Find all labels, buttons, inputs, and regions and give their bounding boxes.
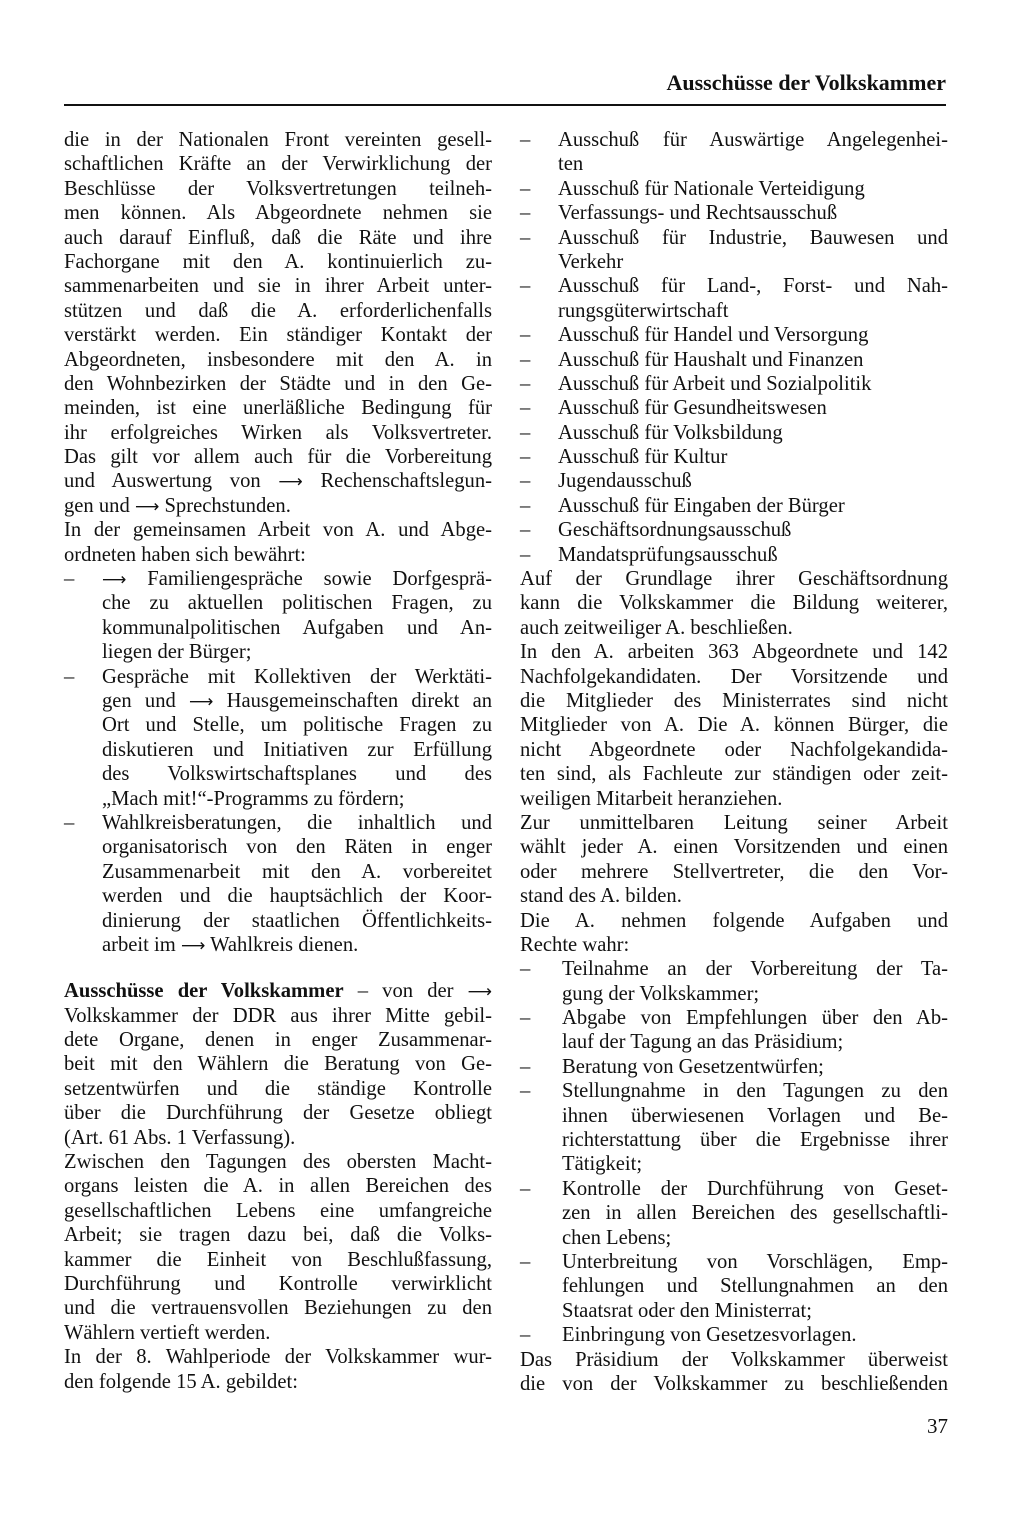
list-item bbox=[64, 811, 492, 957]
committee-item bbox=[520, 348, 948, 372]
text-line: auch darauf Einfluß, daß die Räte und ihre bbox=[64, 226, 492, 249]
dash-bullet: – bbox=[520, 446, 531, 469]
dash-bullet: – bbox=[520, 1324, 531, 1347]
dash-bullet: – bbox=[520, 1007, 531, 1030]
cross-reference-arrow-icon[interactable]: ⟶ bbox=[467, 982, 492, 1003]
task-item bbox=[520, 1250, 948, 1323]
text-line: In der 8. Wahlperiode der Volkskammer wur- bbox=[64, 1346, 492, 1369]
cross-reference-link[interactable]: Sprechstunden. bbox=[164, 494, 291, 517]
text-fragment: arbeit im bbox=[102, 933, 176, 956]
dash-bullet: – bbox=[520, 397, 531, 420]
text-line: Zusammenarbeit mit den A. vorbereitet bbox=[102, 860, 492, 883]
cross-reference-link[interactable]: Wahlkreis dienen. bbox=[210, 933, 359, 956]
text-line: die von der Volkskammer zu beschließenden bbox=[520, 1372, 948, 1395]
right-column bbox=[520, 128, 948, 1396]
text-line: Mitglieder von A. Die A. können Bürger, die bbox=[520, 714, 948, 737]
text-line: des Volkswirtschaftsplanes und des bbox=[102, 763, 492, 786]
text-line: stützen und daß die A. erforderlichenfalls bbox=[64, 299, 492, 322]
left-column bbox=[64, 128, 492, 1394]
text-line: Zwischen den Tagungen des obersten Macht- bbox=[64, 1151, 492, 1174]
text-line: ten bbox=[558, 153, 584, 176]
text-line: auch zeitweiliger A. beschließen. bbox=[520, 616, 793, 639]
text-line: gesellschaftlichen Lebens eine umfangreiche bbox=[64, 1199, 492, 1222]
text-line: Ort und Stelle, um politische Fragen zu bbox=[102, 714, 492, 737]
text-line: organs leisten die A. in allen Bereichen des bbox=[64, 1175, 492, 1198]
text-line: kommunalpolitischen Aufgaben und An- bbox=[102, 616, 492, 639]
task-item bbox=[520, 1055, 948, 1079]
dash-bullet: – bbox=[520, 1250, 531, 1273]
text-line: Zur unmittelbaren Leitung seiner Arbeit bbox=[520, 811, 948, 834]
text-line: fehlungen und Stellungnahmen an den bbox=[562, 1275, 948, 1298]
text-line: meinden, ist eine unerläßliche Bedingung für bbox=[64, 397, 492, 420]
cross-reference-arrow-icon: ⟶ bbox=[180, 935, 206, 956]
text-line: Abgabe von Empfehlungen über den Ab- bbox=[562, 1007, 948, 1030]
dash-bullet: – bbox=[520, 275, 531, 298]
committee-item bbox=[520, 494, 948, 518]
text-line: Die A. nehmen folgende Aufgaben und bbox=[520, 909, 948, 932]
committee-item bbox=[520, 274, 948, 323]
text-line bbox=[102, 933, 492, 957]
committee-item bbox=[520, 543, 948, 567]
text-line: Wählern vertieft werden. bbox=[64, 1321, 271, 1344]
text-line: Jugendausschuß bbox=[558, 470, 692, 493]
cross-reference-arrow-icon: ⟶ bbox=[189, 691, 214, 712]
text-line: Verkehr bbox=[558, 250, 624, 273]
task-item bbox=[520, 1323, 948, 1347]
text-line: Fachorgane mit den A. kontinuierlich zu- bbox=[64, 250, 492, 273]
text-line: In der gemeinsamen Arbeit von A. und Abge- bbox=[64, 519, 492, 542]
running-header-title: Ausschüsse der Volkskammer bbox=[666, 70, 946, 95]
text-line: Beratung von Gesetzentwürfen; bbox=[562, 1055, 824, 1078]
text-line: Ausschuß für Eingaben der Bürger bbox=[558, 494, 845, 517]
task-list bbox=[520, 957, 948, 1347]
text-line: organisatorisch von den Räten in enger bbox=[102, 836, 492, 859]
text-line: „Mach mit!“-Programms zu fördern; bbox=[102, 787, 405, 810]
text-line: den Wohnbezirken der Städte und in den Ge- bbox=[64, 372, 492, 395]
entry-separator bbox=[64, 957, 492, 979]
committee-item bbox=[520, 445, 948, 469]
dash-bullet: – bbox=[520, 324, 531, 347]
text-line: Geschäftsordnungsausschuß bbox=[558, 519, 792, 542]
text-line: Ausschuß für Gesundheitswesen bbox=[558, 397, 827, 420]
committee-item bbox=[520, 128, 948, 177]
dash-bullet: – bbox=[520, 129, 531, 151]
text-line: Staatsrat oder den Ministerrat; bbox=[562, 1299, 812, 1322]
dash-bullet: – bbox=[64, 665, 75, 688]
dash-bullet: – bbox=[520, 226, 531, 249]
text-line: Stellungnahme in den Tagungen zu den bbox=[562, 1080, 948, 1103]
text-line: Wahlkreisberatungen, die inhaltlich und bbox=[102, 811, 492, 834]
text-line: Ausschuß für Auswärtige Angelegenhei- bbox=[558, 129, 948, 151]
text-line: nicht Abgeordnete oder Nachfolgekandida- bbox=[520, 738, 948, 761]
text-line: beit mit den Wählern die Beratung von Ge- bbox=[64, 1053, 492, 1076]
text-line: Ausschuß für Haushalt und Finanzen bbox=[558, 348, 864, 371]
text-line: Verfassungs- und Rechtsausschuß bbox=[558, 202, 838, 225]
text-line: ordneten haben sich bewährt: bbox=[64, 543, 306, 566]
text-line: Durchführung und Kontrolle verwirklicht bbox=[64, 1272, 492, 1295]
text-line: Unterbreitung von Vorschlägen, Emp- bbox=[562, 1250, 948, 1273]
text-line: verstärkt werden. Ein ständiger Kontakt der bbox=[64, 324, 492, 347]
text-line: werden und die hauptsächlich der Koor- bbox=[102, 885, 492, 908]
text-line: dete Organe, denen in enger Zusammenar- bbox=[64, 1029, 492, 1052]
text-line: Kontrolle der Durchführung von Geset- bbox=[562, 1177, 948, 1200]
text-line: Nachfolgekandidaten. Der Vorsitzende und bbox=[520, 665, 948, 688]
text-line bbox=[64, 469, 492, 493]
text-fragment: – von der bbox=[357, 980, 454, 1003]
text-fragment: gen und bbox=[64, 494, 130, 517]
text-line: diskutieren und Initiativen zur Erfüllung bbox=[102, 738, 492, 761]
dash-bullet: – bbox=[520, 543, 531, 566]
text-line: chen Lebens; bbox=[562, 1226, 672, 1249]
text-line: ihnen überwiesenen Vorlagen und Be- bbox=[562, 1104, 948, 1127]
text-line: Ausschuß für Nationale Verteidigung bbox=[558, 177, 865, 200]
text-line: wählt jeder A. einen Vorsitzenden und einen bbox=[520, 836, 948, 859]
dash-bullet: – bbox=[520, 494, 531, 517]
list-item bbox=[64, 665, 492, 811]
running-header bbox=[64, 68, 946, 106]
text-line: Volkskammer der DDR aus ihrer Mitte gebil- bbox=[64, 1004, 492, 1027]
committee-list bbox=[520, 128, 948, 567]
text-line: Tätigkeit; bbox=[562, 1153, 643, 1176]
entry-heading: Ausschüsse der Volkskammer bbox=[64, 980, 344, 1003]
cross-reference-arrow-icon: ⟶ bbox=[278, 472, 303, 493]
text-line: Gespräche mit Kollektiven der Werktäti- bbox=[102, 665, 492, 688]
cross-reference-link[interactable]: Familiengespräche sowie Dorfgesprä- bbox=[147, 568, 493, 591]
text-line: dinierung der staatlichen Öffentlichkeits- bbox=[102, 909, 492, 932]
task-item bbox=[520, 1079, 948, 1177]
task-item bbox=[520, 1006, 948, 1055]
text-line: rungsgüterwirtschaft bbox=[558, 299, 729, 322]
text-line: ten sind, als Fachleute zur ständigen oder zeit- bbox=[520, 763, 948, 786]
dash-bullet: – bbox=[520, 519, 531, 542]
text-line: setzentwürfen und die ständige Kontrolle bbox=[64, 1077, 492, 1100]
dash-bullet: – bbox=[520, 470, 531, 493]
text-line: über die Durchführung der Gesetze obliegt bbox=[64, 1102, 492, 1125]
text-line: Ausschuß für Industrie, Bauwesen und bbox=[558, 226, 948, 249]
text-line: men können. Als Abgeordnete nehmen sie bbox=[64, 202, 492, 225]
text-line: (Art. 61 Abs. 1 Verfassung). bbox=[64, 1126, 296, 1149]
committee-item bbox=[520, 518, 948, 542]
text-line: Das Präsidium der Volkskammer überweist bbox=[520, 1348, 948, 1371]
text-line bbox=[102, 689, 492, 713]
text-line: che zu aktuellen politischen Fragen, zu bbox=[102, 592, 492, 615]
dash-bullet: – bbox=[64, 568, 75, 591]
text-line: und die vertrauensvollen Beziehungen zu den bbox=[64, 1297, 492, 1320]
text-line: In den A. arbeiten 363 Abgeordnete und 142 bbox=[520, 641, 948, 664]
text-line: lauf der Tagung an das Präsidium; bbox=[562, 1031, 844, 1054]
text-line: Das gilt vor allem auch für die Vorbereitung bbox=[64, 446, 492, 469]
text-line: schaftlichen Kräfte an der Verwirklichung der bbox=[64, 153, 492, 176]
dash-bullet: – bbox=[520, 1177, 531, 1200]
committee-item bbox=[520, 323, 948, 347]
text-line: liegen der Bürger; bbox=[102, 641, 252, 664]
cross-reference-link[interactable]: Hausgemeinschaften direkt an bbox=[226, 689, 493, 712]
committee-item bbox=[520, 177, 948, 201]
text-line: gung der Volkskammer; bbox=[562, 982, 760, 1005]
dash-bullet: – bbox=[520, 372, 531, 395]
text-line: die Mitglieder des Ministerrates sind nicht bbox=[520, 689, 948, 712]
text-line: Ausschuß für Arbeit und Sozialpolitik bbox=[558, 372, 872, 395]
dash-bullet: – bbox=[64, 811, 75, 834]
text-line: Abgeordneten, insbesondere mit den A. in bbox=[64, 348, 492, 371]
cross-reference-link[interactable]: Rechenschaftslegun- bbox=[320, 470, 492, 493]
text-line: oder mehrere Stellvertreter, die den Vor- bbox=[520, 860, 948, 883]
text-line: zen in allen Bereichen des gesellschaftli- bbox=[562, 1202, 948, 1225]
text-fragment: und Auswertung von bbox=[64, 470, 261, 493]
text-line: weiligen Mitarbeit heranziehen. bbox=[520, 787, 783, 810]
committee-item bbox=[520, 469, 948, 493]
text-line: Beschlüsse der Volksvertretungen teilneh- bbox=[64, 177, 492, 200]
dash-bullet: – bbox=[520, 958, 531, 981]
text-line: stand des A. bilden. bbox=[520, 885, 682, 908]
page-number: 37 bbox=[927, 1414, 948, 1438]
text-line: richterstattung über die Ergebnisse ihrer bbox=[562, 1129, 948, 1152]
text-line bbox=[102, 567, 492, 591]
text-line: Ausschuß für Land-, Forst- und Nah- bbox=[558, 275, 948, 298]
dash-bullet: – bbox=[520, 348, 531, 371]
cross-reference-arrow-icon: ⟶ bbox=[134, 496, 160, 517]
text-line: ihr erfolgreiches Wirken als Volksvertreter. bbox=[64, 421, 492, 444]
dash-bullet: – bbox=[520, 1055, 531, 1078]
text-line: Mandatsprüfungsausschuß bbox=[558, 543, 778, 566]
text-line: sammenarbeiten und sie in ihrer Arbeit unter- bbox=[64, 275, 492, 298]
cross-reference-arrow-icon: ⟶ bbox=[102, 570, 127, 591]
committee-item bbox=[520, 396, 948, 420]
text-line: kann die Volkskammer die Bildung weiterer, bbox=[520, 592, 948, 615]
committee-item bbox=[520, 201, 948, 225]
committee-item bbox=[520, 226, 948, 275]
text-line: kammer die Einheit von Beschlußfassung, bbox=[64, 1248, 492, 1271]
text-line: Arbeit; sie tragen dazu bei, daß die Volks- bbox=[64, 1224, 492, 1247]
list-item bbox=[64, 567, 492, 665]
committee-item bbox=[520, 421, 948, 445]
task-item bbox=[520, 957, 948, 1006]
text-line: Ausschuß für Handel und Versorgung bbox=[558, 324, 869, 347]
text-line: den folgende 15 A. gebildet: bbox=[64, 1370, 298, 1393]
text-line: Teilnahme an der Vorbereitung der Ta- bbox=[562, 958, 948, 981]
text-line: die in der Nationalen Front vereinten gesell- bbox=[64, 129, 492, 151]
committee-item bbox=[520, 372, 948, 396]
dash-bullet: – bbox=[520, 177, 531, 200]
text-line: Ausschuß für Kultur bbox=[558, 446, 728, 469]
text-fragment: gen und bbox=[102, 689, 176, 712]
dash-bullet: – bbox=[520, 202, 531, 225]
task-item bbox=[520, 1177, 948, 1250]
text-line: Einbringung von Gesetzesvorlagen. bbox=[562, 1324, 857, 1347]
text-line: Ausschuß für Volksbildung bbox=[558, 421, 783, 444]
dash-bullet: – bbox=[520, 421, 531, 444]
text-line bbox=[64, 494, 492, 518]
dash-bullet: – bbox=[520, 1080, 531, 1103]
text-line: Rechte wahr: bbox=[520, 933, 630, 956]
text-line: Auf der Grundlage ihrer Geschäftsordnung bbox=[520, 568, 948, 591]
entry-heading-line bbox=[64, 979, 492, 1003]
